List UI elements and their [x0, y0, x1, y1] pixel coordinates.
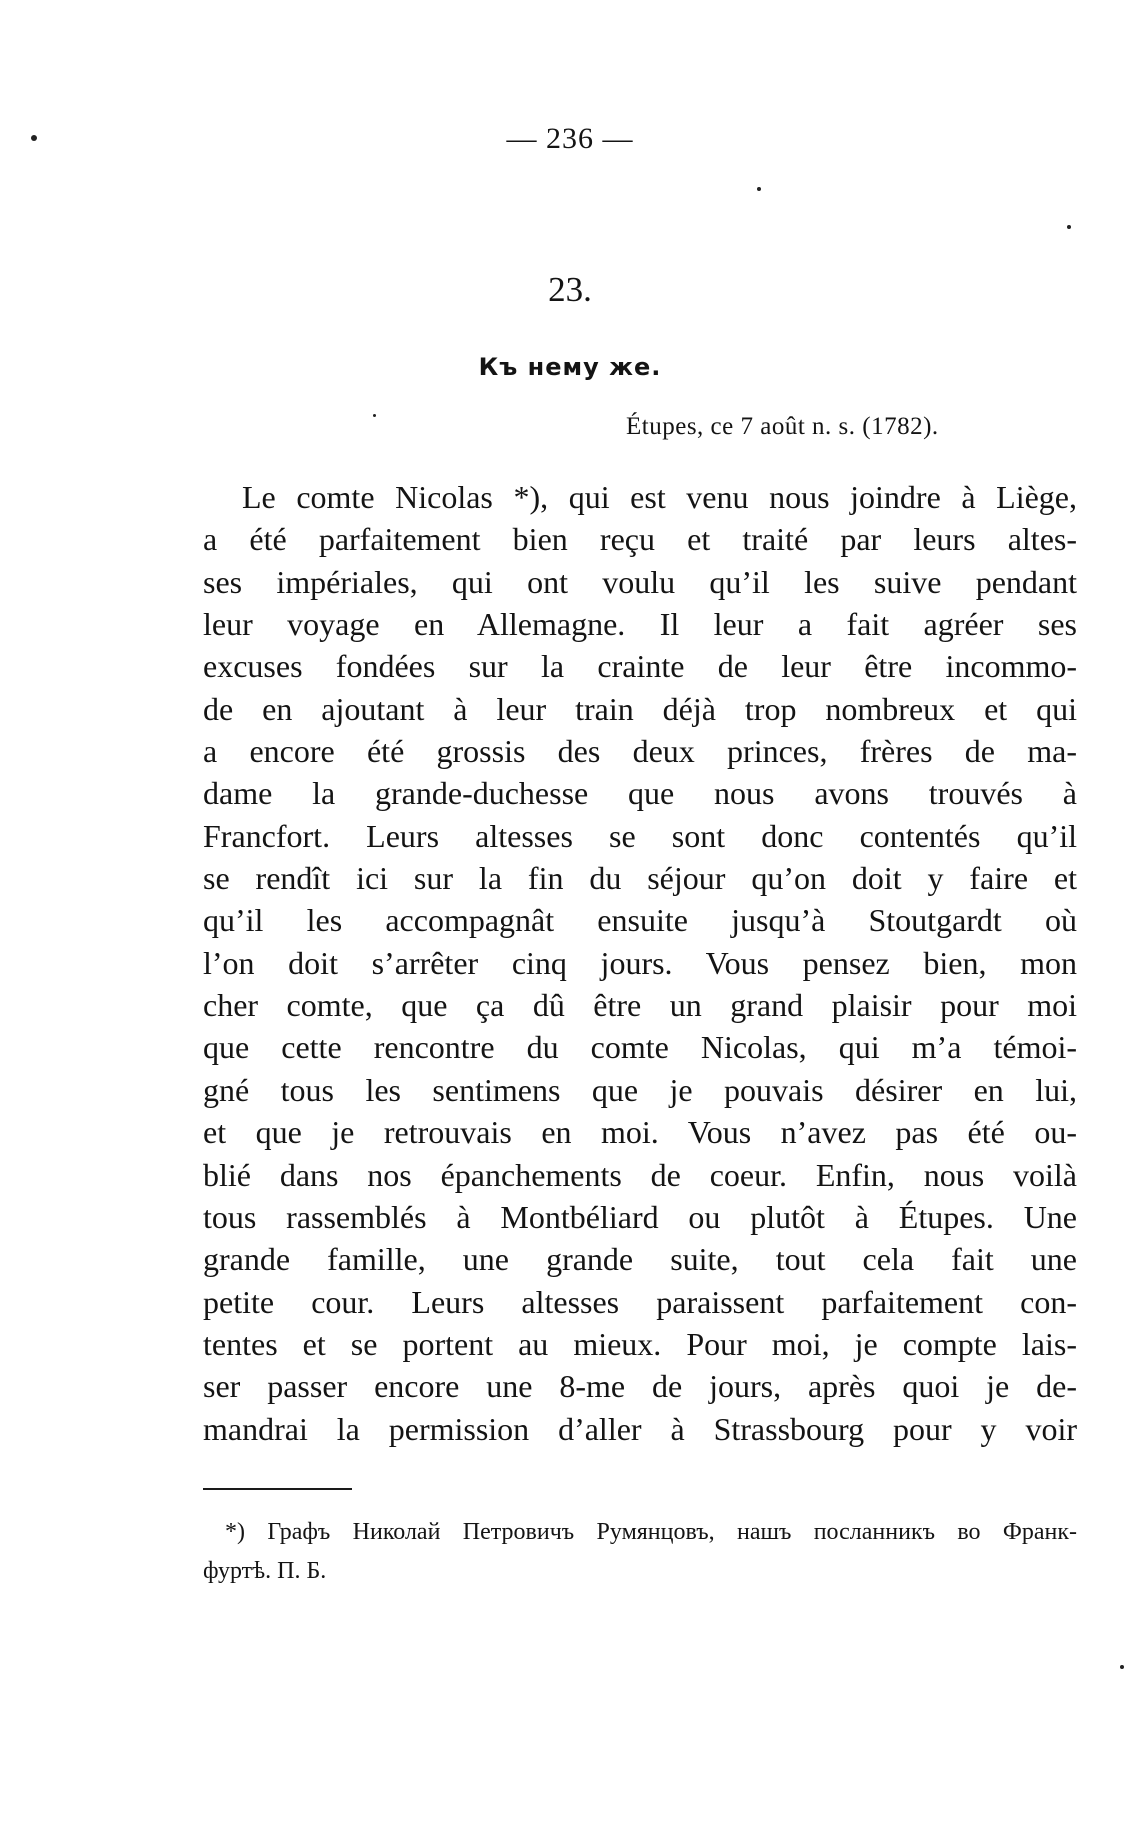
body-line: tous rassemblés à Montbéliard ou plutôt à Étupes. Une [203, 1198, 1077, 1235]
body-line: se rendît ici sur la fin du séjour qu’on doit y faire et [203, 860, 1077, 897]
footnote [203, 1513, 1077, 1591]
body-line: cher comte, que ça dû être un grand plaisir pour moi [203, 987, 1077, 1024]
letter-dateline: Étupes, ce 7 août n. s. (1782). [626, 413, 939, 440]
footnote-divider [203, 1488, 352, 1490]
body-line: mandrai la permission d’aller à Strassbourg pour y voir [203, 1410, 1077, 1447]
body-line: que cette rencontre du comte Nicolas, qui m’a témoi- [203, 1029, 1077, 1066]
body-line: grande famille, une grande suite, tout cela fait une [203, 1241, 1077, 1278]
body-line: de en ajoutant à leur train déjà trop nombreux et qui [203, 690, 1077, 727]
letter-body [203, 476, 1077, 1450]
body-line: qu’il les accompagnât ensuite jusqu’à Stoutgardt où [203, 902, 1077, 939]
body-line: dame la grande-duchesse que nous avons trouvés à [203, 775, 1077, 812]
body-line: Francfort. Leurs altesses se sont donc contentés qu’il [203, 817, 1077, 854]
body-line: excuses fondées sur la crainte de leur être incommo- [203, 648, 1077, 685]
letter-number: 23. [548, 270, 592, 309]
scan-speck [1120, 1665, 1124, 1669]
body-line: a encore été grossis des deux princes, frères de ma- [203, 733, 1077, 770]
body-line: ses impériales, qui ont voulu qu’il les suive pendant [203, 563, 1077, 600]
page-number: — 236 — [506, 122, 634, 155]
scan-speck [373, 414, 376, 417]
body-line: gné tous les sentimens que je pouvais désirer en lui, [203, 1071, 1077, 1108]
body-line: blié dans nos épanchements de coeur. Enfin, nous voilà [203, 1156, 1077, 1193]
body-line: et que je retrouvais en moi. Vous n’avez pas été ou- [203, 1114, 1077, 1151]
footnote-line: фуртѣ. П. Б. [203, 1558, 327, 1584]
footnote-line: *) Графъ Николай Петровичъ Румянцовъ, нашъ посланникъ во Франк- [225, 1519, 1077, 1545]
body-line: petite cour. Leurs altesses paraissent parfaitement con- [203, 1283, 1077, 1320]
body-line: leur voyage en Allemagne. Il leur a fait agréer ses [203, 606, 1077, 643]
scan-speck [757, 187, 761, 191]
body-line: l’on doit s’arrêter cinq jours. Vous pensez bien, mon [203, 944, 1077, 981]
body-line: a été parfaitement bien reçu et traité par leurs altes- [203, 521, 1077, 558]
scan-speck [31, 135, 37, 141]
body-line: tentes et se portent au mieux. Pour moi, je compte lais- [203, 1325, 1077, 1362]
letter-addressee: Къ нему же. [478, 353, 662, 381]
scan-speck [1067, 225, 1071, 229]
body-line: Le comte Nicolas *), qui est venu nous joindre à Liège, [242, 479, 1077, 515]
body-line: ser passer encore une 8-me de jours, après quoi je de- [203, 1368, 1077, 1405]
